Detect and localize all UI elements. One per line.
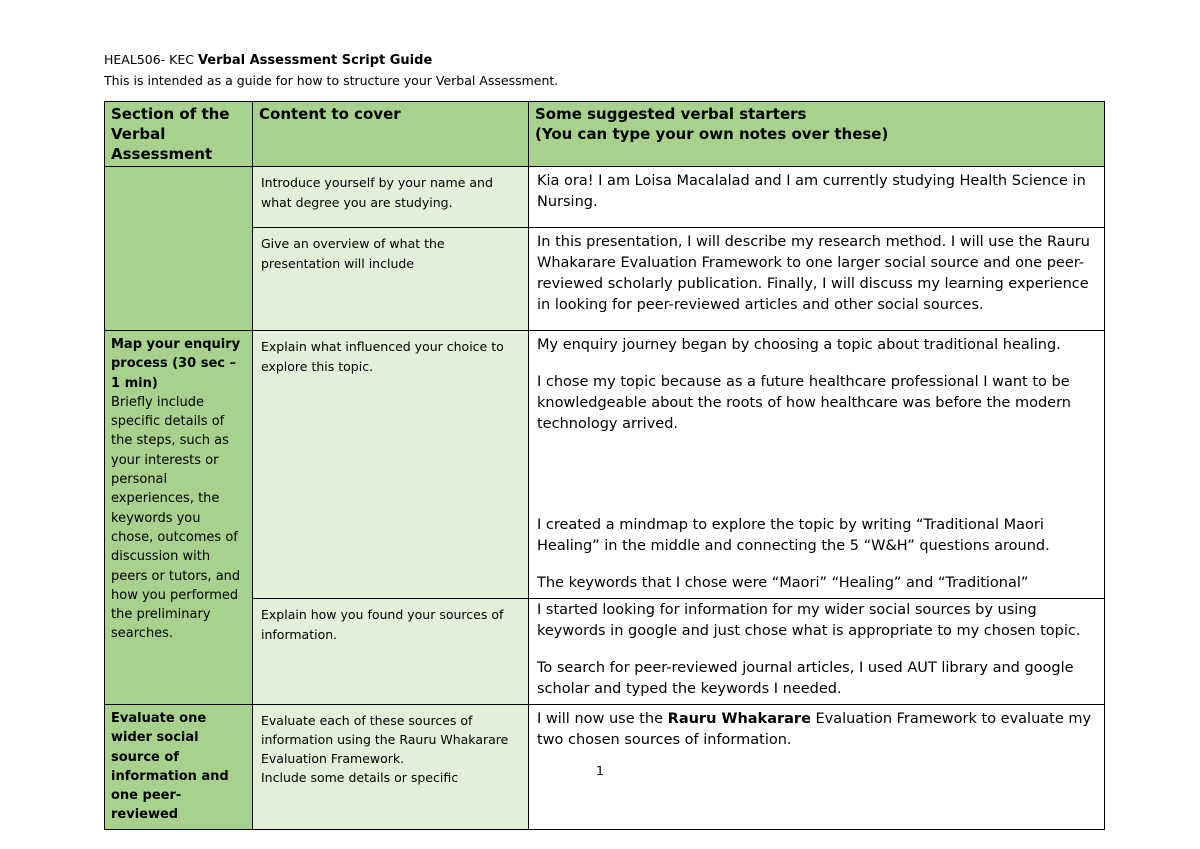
header-title-line — [104, 50, 1104, 71]
header-starters-line1: Some suggested verbal starters — [535, 105, 807, 123]
table-row — [105, 331, 1105, 599]
verbal-cell — [529, 228, 1105, 331]
content-text[interactable]: Explain how you found your sources of information. — [261, 607, 504, 642]
verbal-notes-text[interactable]: Kia ora! I am Loisa Macalalad and I am currently studying Health Science in Nursing. — [537, 173, 1086, 210]
verbal-paragraph: I created a mindmap to explore the topic by writing “Traditional Maori Healing” in the middle and connecting the 5 “W&H” questions around. — [537, 517, 1050, 554]
content-text[interactable]: Introduce yourself by your name and what degree you are studying. — [261, 175, 493, 210]
header-starters-text — [529, 102, 1104, 146]
intro-section-cell — [105, 167, 253, 331]
verbal-notes-text[interactable] — [529, 705, 1104, 755]
document-title: Verbal Assessment Script Guide — [197, 53, 433, 68]
verbal-paragraph: The keywords that I chose were “Maori” “Healing” and “Traditional” — [537, 575, 1029, 591]
header-section-text: Section of the Verbal Assessment — [111, 105, 230, 163]
verbal-paragraph: To search for peer-reviewed journal articles, I used AUT library and google scholar and typed the keywords I needed. — [537, 660, 1074, 697]
content-line: Include some details or specific — [261, 770, 459, 785]
header-starters-cell — [529, 102, 1105, 167]
course-code: HEAL506- KEC — [104, 52, 198, 67]
table-row — [105, 167, 1105, 228]
verbal-notes-text[interactable]: In this presentation, I will describe my research method. I will use the Rauru Whakarare Evaluation Framework to one larger social source and one peer-reviewed scholarly publication. Finally, I will discuss my learning experience in looking for peer-reviewed articles and other social sources. — [537, 234, 1090, 313]
content-cell — [253, 331, 529, 599]
content-text[interactable]: Explain what influenced your choice to explore this topic. — [261, 339, 504, 374]
map-section-description: Briefly include specific details of the steps, such as your interests or personal experiences, the keywords you chose, outcomes of discussion with peers or tutors, and how you performed the preliminary searches. — [111, 394, 241, 642]
content-cell — [253, 228, 529, 331]
content-line: Evaluate each of these sources of information using the Rauru Whakarare Evaluation Framework. — [261, 713, 509, 766]
verbal-paragraph: I started looking for information for my wider social sources by using keywords in google and just chose what is appropriate to my chosen topic. — [537, 602, 1081, 639]
verbal-paragraph: My enquiry journey began by choosing a topic about traditional healing. — [537, 337, 1061, 353]
map-section-text — [105, 331, 252, 648]
verbal-notes-text[interactable] — [529, 599, 1104, 704]
page-number: 1 — [596, 763, 604, 778]
verbal-cell — [529, 167, 1105, 228]
map-section-cell — [105, 331, 253, 705]
framework-name: Rauru Whakarare — [667, 711, 811, 727]
verbal-paragraph: I chose my topic because as a future healthcare professional I want to be knowledgeable about the roots of how healthcare was before the modern technology arrived. — [537, 374, 1071, 432]
header-content-cell — [253, 102, 529, 167]
content-cell — [253, 167, 529, 228]
header-starters-line2: (You can type your own notes over these) — [535, 125, 889, 143]
document-subtitle: This is intended as a guide for how to structure your Verbal Assessment. — [104, 73, 559, 88]
verbal-cell — [529, 599, 1105, 705]
eval-section-title: Evaluate one wider social source of information and one peer-reviewed — [111, 711, 229, 823]
content-cell — [253, 599, 529, 705]
verbal-notes-text[interactable] — [529, 331, 1104, 598]
content-text[interactable] — [253, 705, 528, 793]
verbal-text-part: I will now use the — [537, 711, 668, 727]
verbal-cell — [529, 331, 1105, 599]
verbal-text-part: Evaluation Framework to evaluate my two chosen sources of information. — [537, 711, 1092, 748]
header-content-text: Content to cover — [259, 105, 401, 123]
script-guide-table — [104, 101, 1105, 830]
table-row — [105, 599, 1105, 705]
table-row — [105, 228, 1105, 331]
document-header — [104, 50, 1104, 91]
content-text[interactable]: Give an overview of what the presentation will include — [261, 236, 445, 271]
map-section-title: Map your enquiry process (30 sec – 1 min) — [111, 337, 241, 391]
table-header-row — [105, 102, 1105, 167]
header-section-cell — [105, 102, 253, 167]
